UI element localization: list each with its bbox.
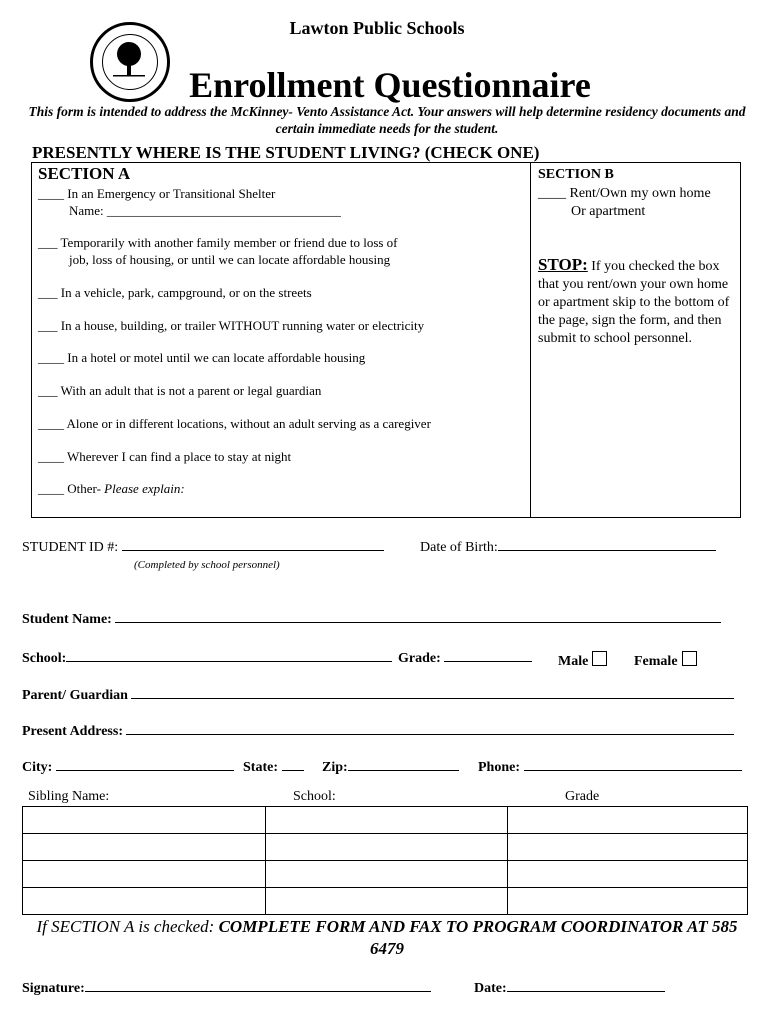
state-field[interactable] [282,770,304,771]
sibling-grade-cell[interactable] [508,888,748,915]
sibling-name-cell[interactable] [23,861,266,888]
intro-text: This form is intended to address the McKinney- Vento Assistance Act. Your answers will help determine residency documents and certain immediate needs for the student. [28,104,746,136]
address-row [22,724,734,740]
dob-label: Date of Birth: [420,540,498,555]
option-hotel-motel[interactable] [38,349,365,366]
option-label: ____ Rent/Own my own home [538,186,711,201]
parent-field[interactable] [131,698,734,699]
sibling-school-cell[interactable] [266,861,508,888]
parent-row [22,688,734,704]
sibling-grade-cell[interactable] [508,807,748,834]
section-divider [530,162,531,518]
dob-row [420,540,716,556]
sibling-school-header: School: [293,789,336,804]
option-label: ____ In an Emergency or Transitional Shelter [38,186,276,201]
grade-field[interactable] [444,661,532,662]
sibling-school-cell[interactable] [266,834,508,861]
option-label: ___ In a house, building, or trailer WITHOUT running water or electricity [38,318,425,333]
female-checkbox[interactable] [682,651,697,666]
sibling-grade-header: Grade [565,789,600,804]
female-option [634,651,697,670]
male-option [558,651,607,670]
student-id-label: STUDENT ID #: [22,540,119,555]
option-label: ____ Wherever I can find a place to stay at night [38,449,292,464]
stop-instructions [538,256,738,348]
sibling-grade-cell[interactable] [508,834,748,861]
sibling-name-cell[interactable] [23,807,266,834]
stop-label: STOP: [538,255,588,274]
phone-field[interactable] [524,770,742,771]
female-label: Female [634,654,678,669]
option-other[interactable] [38,480,185,497]
sibling-name-header: Sibling Name: [28,789,110,804]
option-rent-own[interactable] [538,185,711,220]
zip-row [322,760,459,776]
option-label: ___ With an adult that is not a parent or legal guardian [38,383,322,398]
sibling-school-cell[interactable] [266,807,508,834]
parent-label: Parent/ Guardian [22,688,128,703]
signature-field[interactable] [85,991,431,992]
male-checkbox[interactable] [592,651,607,666]
sibling-grade-cell[interactable] [508,861,748,888]
zip-label: Zip: [322,760,348,775]
sibling-table [22,806,748,915]
state-row [243,760,304,776]
grade-row [398,651,532,667]
option-no-utilities[interactable] [38,317,424,334]
signature-date-field[interactable] [507,991,665,992]
school-field[interactable] [66,661,392,662]
option-vehicle-park[interactable] [38,284,312,301]
option-label: ____ Alone or in different locations, without an adult serving as a caregiver [38,416,431,431]
school-label: School: [22,651,67,666]
phone-row [478,760,742,776]
option-wherever[interactable] [38,448,291,465]
district-name: Lawton Public Schools [289,18,465,38]
signature-label: Signature: [22,981,85,996]
option-label: ___ In a vehicle, park, campground, or on the streets [38,285,312,300]
phone-label: Phone: [478,760,520,775]
option-explain-label: Please explain: [104,481,185,496]
sibling-name-cell[interactable] [23,834,266,861]
option-label-cont: Name: ____________________________________ [69,203,341,218]
signature-row [22,981,431,997]
student-id-field[interactable] [122,550,384,551]
option-label: ___ Temporarily with another family member or friend due to loss of [38,235,398,250]
student-name-row [22,612,721,628]
sibling-school-cell[interactable] [266,888,508,915]
option-temporarily-with-family[interactable] [38,234,398,268]
fax-instructions-lead: If SECTION A is checked: [36,917,219,936]
sibling-name-cell[interactable] [23,888,266,915]
living-question: PRESENTLY WHERE IS THE STUDENT LIVING? (CHECK ONE) [32,143,540,162]
dob-field[interactable] [498,550,716,551]
address-label: Present Address: [22,724,123,739]
male-label: Male [558,654,589,669]
section-b-title: SECTION B [538,167,614,182]
signature-date-label: Date: [474,981,507,996]
option-alone[interactable] [38,415,431,432]
table-row [23,888,748,915]
option-non-guardian-adult[interactable] [38,382,321,399]
section-a-title: SECTION A [38,164,131,183]
signature-date-row [474,981,665,997]
grade-label: Grade: [398,651,441,666]
city-field[interactable] [56,770,234,771]
option-shelter[interactable] [38,185,341,219]
tree-icon [103,35,156,88]
student-id-row [22,540,384,556]
city-label: City: [22,760,53,775]
option-label-cont: job, loss of housing, or until we can locate affordable housing [69,252,391,267]
zip-field[interactable] [348,770,459,771]
student-name-label: Student Name: [22,612,112,627]
state-label: State: [243,760,278,775]
city-row [22,760,234,776]
form-title: Enrollment Questionnaire [189,65,591,105]
student-name-field[interactable] [115,622,721,623]
stop-text: If you checked the box that you rent/own your own home or apartment skip to the bottom of the page, sign the form, and then submit to school personnel. [538,259,730,346]
option-label: ____ In a hotel or motel until we can locate affordable housing [38,350,366,365]
school-row [22,651,392,667]
option-label-cont: Or apartment [571,203,646,219]
address-field[interactable] [126,734,734,735]
fax-instructions [20,916,754,960]
option-label: ____ Other- [38,481,105,496]
fax-instructions-bold: COMPLETE FORM AND FAX TO PROGRAM COORDINATOR AT 585 6479 [218,917,738,958]
table-row [23,834,748,861]
student-id-note: (Completed by school personnel) [134,559,280,571]
table-row [23,861,748,888]
table-row [23,807,748,834]
